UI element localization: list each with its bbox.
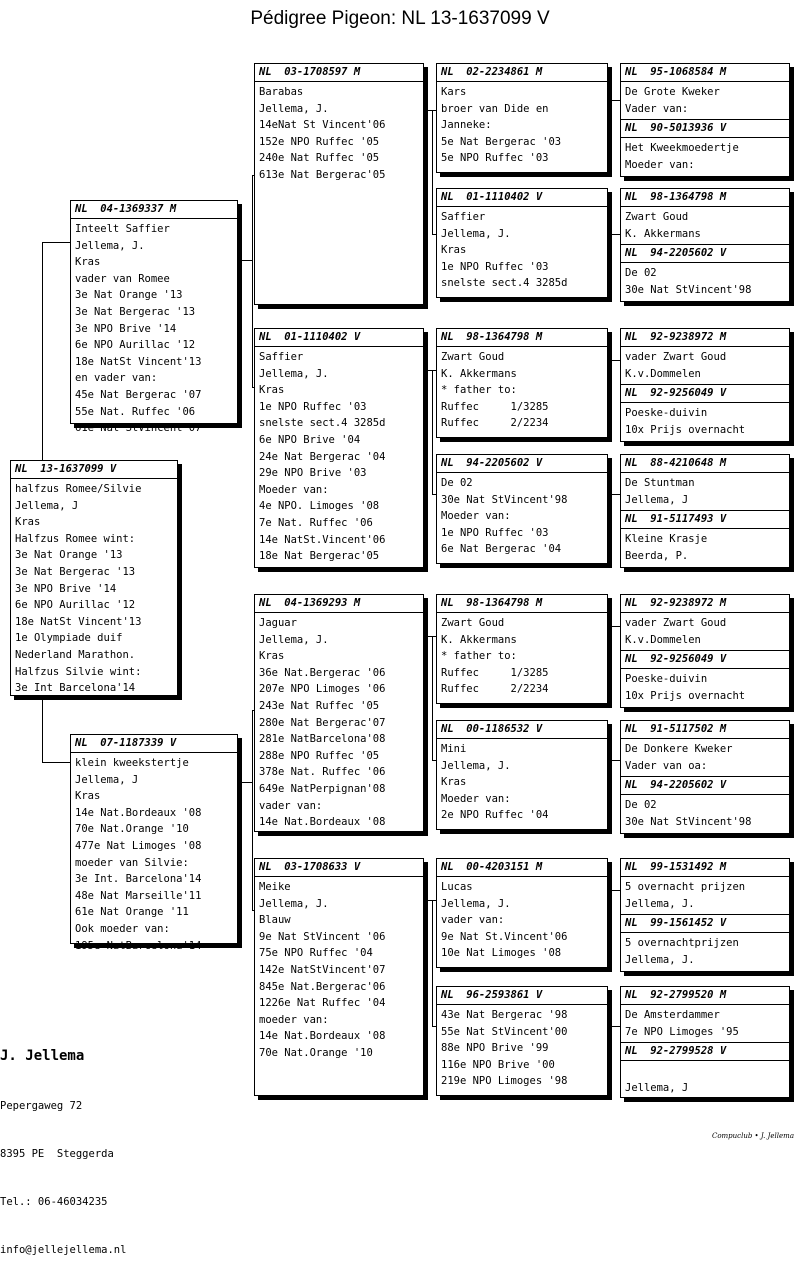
- ring-number: NL 96-2593861 V: [437, 987, 607, 1005]
- ring-number: NL 98-1364798 M: [437, 595, 607, 613]
- pigeon-info: Kars broer van Dide en Janneke: 5e Nat Bergerac '03 5e NPO Ruffec '03: [441, 86, 562, 165]
- connector-line: [238, 260, 252, 261]
- ring-number: NL 99-1531492 M: [621, 859, 789, 877]
- pigeon-card-g3: [620, 188, 790, 246]
- pigeon-card-father: [70, 200, 238, 435]
- pigeon-card-g6: [620, 384, 790, 442]
- connector-line: [608, 234, 620, 235]
- pigeon-card-mff: [436, 594, 608, 704]
- ring-number: NL 91-5117502 M: [621, 721, 789, 739]
- pigeon-card-mother: [70, 734, 238, 952]
- connector-line: [608, 494, 620, 495]
- connector-line: [432, 370, 433, 494]
- ring-number: NL 94-2205602 V: [621, 245, 789, 263]
- pigeon-info: klein kweekstertje Jellema, J Kras 14e Nat.Bordeaux '08 70e Nat.Orange '10 477e Nat Limoges '08 moeder van Silvie: 3e Int. Barcelona'14 48e Nat Marseille'11 61e Nat Orange '11 Ook moeder van: 195e NatBarcelona'14: [75, 757, 202, 952]
- pigeon-card-g4: [620, 244, 790, 302]
- pigeon-info: Mini Jellema, J. Kras Moeder van: 2e NPO Ruffec '04: [441, 743, 549, 822]
- connector-line: [424, 636, 436, 637]
- pigeon-card-g2: [620, 119, 790, 177]
- pigeon-info: Het Kweekmoedertje Moeder van:: [625, 142, 739, 171]
- pigeon-info: halfzus Romee/Silvie Jellema, J Kras Halfzus Romee wint: 3e Nat Orange '13 3e Nat Bergerac '13 3e NPO Brive '14 6e NPO Aurillac '12 18e NatSt Vincent'13 1e Olympiade duif Nederland Marathon. Halfzus Silvie wint: 3e Int Barcelona'14: [15, 483, 142, 695]
- ring-number: NL 92-9256049 V: [621, 651, 789, 669]
- pigeon-card-fmm: [436, 454, 608, 564]
- pigeon-info: Barabas Jellema, J. 14eNat St Vincent'06 152e NPO Ruffec '05 240e Nat Ruffec '05 613e Nat Bergerac'05: [259, 86, 386, 181]
- ring-number: NL 94-2205602 V: [437, 455, 607, 473]
- ring-number: NL 92-2799520 M: [621, 987, 789, 1005]
- ring-number: NL 13-1637099 V: [11, 461, 177, 479]
- pigeon-card-fff: [436, 63, 608, 173]
- ring-number: NL 01-1110402 V: [437, 189, 607, 207]
- pigeon-card-mfm: [436, 720, 608, 830]
- pigeon-card-mother-mother: [254, 858, 424, 1096]
- connector-line: [424, 110, 436, 111]
- ring-number: NL 03-1708633 V: [255, 859, 423, 877]
- ring-number: NL 02-2234861 M: [437, 64, 607, 82]
- ring-number: NL 00-4203151 M: [437, 859, 607, 877]
- pigeon-info: Zwart Goud K. Akkermans: [625, 211, 701, 240]
- pigeon-card-g8: [620, 510, 790, 568]
- pigeon-info: Poeske-duivin 10x Prijs overnacht: [625, 407, 746, 436]
- pigeon-card-g10: [620, 650, 790, 708]
- pigeon-info: De Donkere Kweker Vader van oa:: [625, 743, 733, 772]
- owner-phone: Tel.: 06-46034235: [0, 1196, 108, 1208]
- ring-number: NL 98-1364798 M: [621, 189, 789, 207]
- ring-number: NL 04-1369293 M: [255, 595, 423, 613]
- connector-line: [252, 710, 253, 910]
- ring-number: NL 91-5117493 V: [621, 511, 789, 529]
- pigeon-card-g5: [620, 328, 790, 386]
- pigeon-card-mmf: [436, 858, 608, 968]
- ring-number: NL 95-1068584 M: [621, 64, 789, 82]
- ring-number: NL 04-1369337 M: [71, 201, 237, 219]
- pigeon-info: Saffier Jellema, J. Kras 1e NPO Ruffec '03 snelste sect.4 3285d: [441, 211, 568, 290]
- owner-name: J. Jellema: [0, 1048, 85, 1064]
- ring-number: NL 92-9256049 V: [621, 385, 789, 403]
- pigeon-info: Meike Jellema, J. Blauw 9e Nat StVincent '06 75e NPO Ruffec '04 142e NatStVincent'07 845e Nat.Bergerac'06 1226e Nat Ruffec '04 moeder van: 14e Nat.Bordeaux '08 70e Nat.Orange '10: [259, 881, 386, 1059]
- pigeon-info: Poeske-duivin 10x Prijs overnacht: [625, 673, 746, 702]
- pigeon-card-g9: [620, 594, 790, 652]
- pigeon-card-g1: [620, 63, 790, 121]
- pigeon-info: De Stuntman Jellema, J: [625, 477, 695, 506]
- connector-line: [608, 626, 620, 627]
- ring-number: NL 92-9238972 M: [621, 329, 789, 347]
- pigeon-card-mother-father: [254, 594, 424, 832]
- ring-number: NL 03-1708597 M: [255, 64, 423, 82]
- connector-line: [608, 760, 620, 761]
- pigeon-card-g16: [620, 1042, 790, 1098]
- connector-line: [608, 360, 620, 361]
- pigeon-card-father-mother: [254, 328, 424, 568]
- connector-line: [252, 175, 253, 387]
- pigeon-card-fmf: [436, 328, 608, 438]
- footer-credit: Compuclub • J. Jellema: [711, 1132, 794, 1140]
- pigeon-info: Inteelt Saffier Jellema, J. Kras vader van Romee 3e Nat Orange '13 3e Nat Bergerac '13 3e NPO Brive '14 6e NPO Aurillac '12 18e NatSt Vincent'13 en vader van: 45e Nat Bergerac '07 55e Nat. Ruffec '06 61e Nat StVincent'07: [75, 223, 202, 435]
- pigeon-card-ffm: [436, 188, 608, 298]
- pigeon-card-g14: [620, 914, 790, 972]
- ring-number: NL 92-2799528 V: [621, 1043, 789, 1061]
- ring-number: NL 90-5013936 V: [621, 120, 789, 138]
- page-title: Pédigree Pigeon: NL 13-1637099 V: [250, 8, 550, 29]
- connector-line: [424, 370, 436, 371]
- pigeon-info: Lucas Jellema, J. vader van: 9e Nat St.Vincent'06 10e Nat Limoges '08: [441, 881, 568, 960]
- pigeon-info: vader Zwart Goud K.v.Dommelen: [625, 617, 727, 646]
- ring-number: NL 92-9238972 M: [621, 595, 789, 613]
- pigeon-info: Jaguar Jellema, J. Kras 36e Nat.Bergerac '06 207e NPO Limoges '06 243e Nat Ruffec '05 280e Nat Bergerac'07 281e NatBarcelona'08 288e NPO Ruffec '05 378e Nat. Ruffec '06 649e NatPerpignan'08 vader van: 14e Nat.Bordeaux '08: [259, 617, 386, 829]
- connector-line: [432, 110, 433, 234]
- owner-city: 8395 PE Steggerda: [0, 1148, 114, 1160]
- connector-line: [42, 242, 70, 243]
- pigeon-info: Zwart Goud K. Akkermans * father to: Ruffec 1/3285 Ruffec 2/2234: [441, 617, 549, 696]
- pigeon-info: Jellema, J: [625, 1081, 689, 1094]
- pigeon-card-g13: [620, 858, 790, 916]
- ring-number: NL 94-2205602 V: [621, 777, 789, 795]
- owner-address-block: [0, 1014, 126, 1274]
- pigeon-card-father-father: [254, 63, 424, 305]
- owner-email[interactable]: info@jellejellema.nl: [0, 1244, 127, 1256]
- pigeon-card-g11: [620, 720, 790, 778]
- pigeon-card-subject: [10, 460, 178, 696]
- pigeon-info: De 02 30e Nat StVincent'98: [625, 267, 752, 296]
- connector-line: [608, 1026, 620, 1027]
- ring-number: NL 99-1561452 V: [621, 915, 789, 933]
- pigeon-info: De Amsterdammer 7e NPO Limoges '95: [625, 1009, 739, 1038]
- pigeon-info: De Grote Kweker Vader van:: [625, 86, 720, 115]
- pigeon-card-g7: [620, 454, 790, 512]
- pigeon-info: De 02 30e Nat StVincent'98: [625, 799, 752, 828]
- connector-line: [42, 762, 70, 763]
- connector-line: [608, 890, 620, 891]
- ring-number: NL 88-4210648 M: [621, 455, 789, 473]
- pigeon-info: Zwart Goud K. Akkermans * father to: Ruffec 1/3285 Ruffec 2/2234: [441, 351, 549, 430]
- connector-line: [608, 100, 620, 101]
- pigeon-card-g15: [620, 986, 790, 1044]
- pigeon-info: 5 overnachtprijzen Jellema, J.: [625, 937, 739, 966]
- connector-line: [432, 636, 433, 760]
- ring-number: NL 01-1110402 V: [255, 329, 423, 347]
- connector-line: [238, 782, 252, 783]
- owner-street: Pepergaweg 72: [0, 1100, 83, 1112]
- pigeon-info: De 02 30e Nat StVincent'98 Moeder van: 1e NPO Ruffec '03 6e Nat Bergerac '04: [441, 477, 568, 556]
- pigeon-info: vader Zwart Goud K.v.Dommelen: [625, 351, 727, 380]
- ring-number: NL 07-1187339 V: [71, 735, 237, 753]
- pigeon-card-g12: [620, 776, 790, 834]
- pigeon-info: Kleine Krasje Beerda, P.: [625, 533, 708, 562]
- connector-line: [42, 696, 43, 762]
- ring-number: NL 00-1186532 V: [437, 721, 607, 739]
- pigeon-info: 43e Nat Bergerac '98 55e Nat StVincent'00 88e NPO Brive '99 116e NPO Brive '00 219e NPO Limoges '98: [441, 1009, 568, 1088]
- connector-line: [424, 900, 436, 901]
- connector-line: [432, 900, 433, 1026]
- connector-line: [42, 242, 43, 460]
- pigeon-info: 5 overnacht prijzen Jellema, J.: [625, 881, 746, 910]
- pigeon-card-mmm: [436, 986, 608, 1096]
- pigeon-info: Saffier Jellema, J. Kras 1e NPO Ruffec '03 snelste sect.4 3285d 6e NPO Brive '04 24e Nat Bergerac '04 29e NPO Brive '03 Moeder van: 4e NPO. Limoges '08 7e Nat. Ruffec '06 14e NatSt.Vincent'06 18e Nat Bergerac'05: [259, 351, 386, 563]
- ring-number: NL 98-1364798 M: [437, 329, 607, 347]
